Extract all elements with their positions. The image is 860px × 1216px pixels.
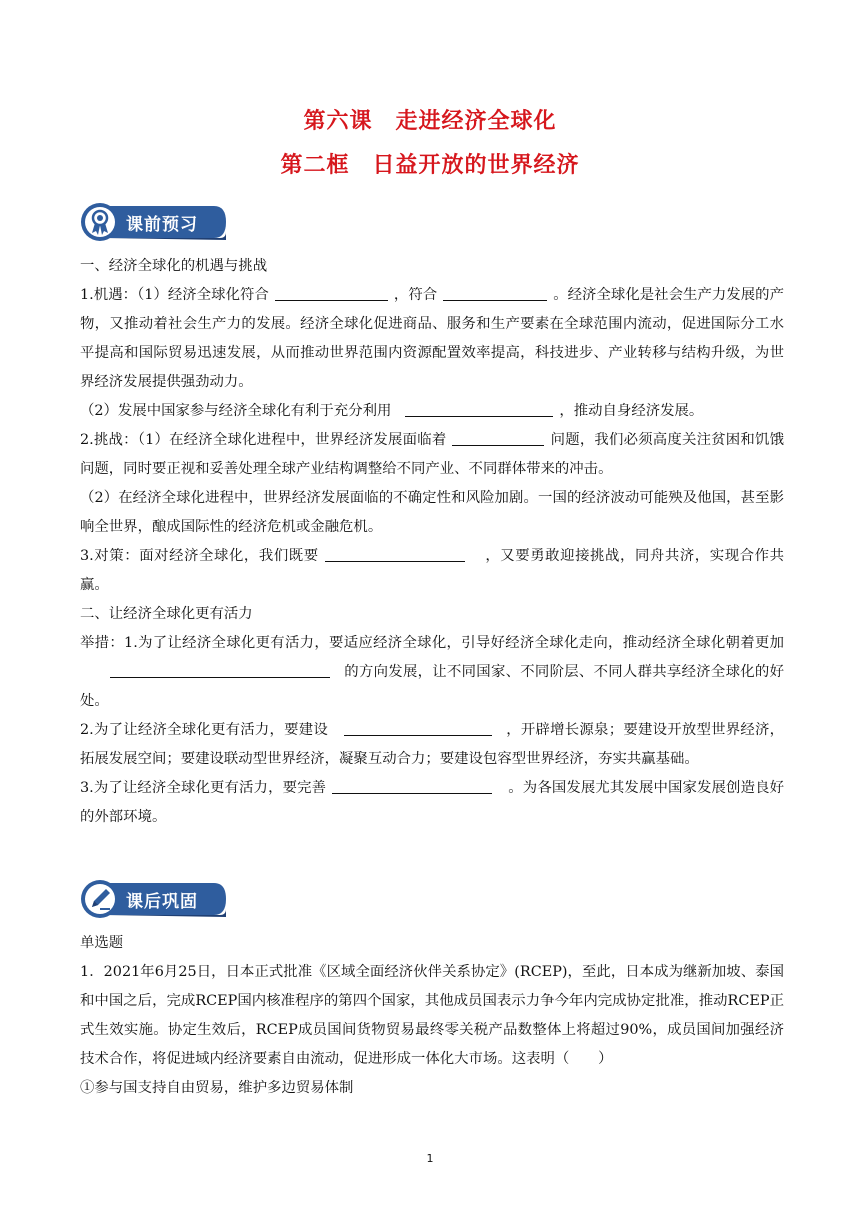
banner-label: 课后巩固 [126,892,198,912]
fill-blank[interactable] [325,545,465,562]
fill-blank[interactable] [443,284,547,301]
review-content [80,929,784,1103]
preview-content [80,252,784,832]
question-stem: 1．2021年6月25日，日本正式批准《区域全面经济伙伴关系协定》(RCEP)，至此，日本成为继新加坡、泰国和中国之后，完成RCEP国内核准程序的第四个国家，其他成员国表示力争今年内完成协定批准，推动RCEP正式生效实施。协定生效后，RCEP成员国间货物贸易最终零关税产品数整体上将超过90%，成员国间加强经济技术合作，将促进域内经济要素自由流动，促进形成一体化大市场。这表明（ ） [80,964,784,1067]
fill-blank[interactable] [405,400,553,417]
fill-blank[interactable] [275,284,388,301]
lesson-title: 第六课 走进经济全球化 [303,109,557,134]
paragraph: （2）在经济全球化进程中，世界经济发展面临的不确定性和风险加剧。一国的经济波动可能殃及他国，甚至影响全世界，酿成国际性的经济危机或金融危机。 [80,490,784,535]
question-option[interactable]: ①参与国支持自由贸易，维护多边贸易体制 [80,1080,354,1096]
paragraph: 3.对策：面对经济全球化，我们既要 ，又要勇敢迎接挑战，同舟共济，实现合作共赢。 [80,542,784,600]
paragraph: 1.机遇：（1）经济全球化符合 ，符合 。经济全球化是社会生产力发展的产物，又推动着社会生产力的发展。经济全球化促进商品、服务和生产要素在全球范围内流动，促进国际分工水平提高和国际贸易迅速发展，从而推动世界范围内资源配置效率提高，科技进步、产业转移与结构升级，为世界经济发展提供强劲动力。 [80,281,784,397]
paragraph: 3.为了让经济全球化更有活力，要完善 。为各国发展尤其发展中国家发展创造良好的外部环境。 [80,774,784,832]
section-heading: 一、经济全球化的机遇与挑战 [80,258,268,274]
banner-label: 课前预习 [126,215,198,235]
paragraph: 2.为了让经济全球化更有活力，要建设 ，开辟增长源泉；要建设开放型世界经济，拓展发展空间；要建设联动型世界经济，凝聚互动合力；要建设包容型世界经济，夯实共赢基础。 [80,716,784,774]
question-type: 单选题 [80,935,124,951]
section-title: 第二框 日益开放的世界经济 [280,153,580,178]
review-banner [80,879,228,919]
fill-blank[interactable] [110,661,330,678]
paragraph: （2）发展中国家参与经济全球化有利于充分利用 ，推动自身经济发展。 [80,397,784,426]
fill-blank[interactable] [332,777,492,794]
fill-blank[interactable] [344,719,492,736]
preview-banner [80,202,228,242]
section-heading: 二、让经济全球化更有活力 [80,606,253,622]
fill-blank[interactable] [452,429,544,446]
page-number: 1 [426,1152,434,1165]
paragraph: 2.挑战：（1）在经济全球化进程中，世界经济发展面临着 问题，我们必须高度关注贫困和饥饿问题，同时要正视和妥善处理全球产业结构调整给不同产业、不同群体带来的冲击。 [80,426,784,484]
paragraph: 举措：1.为了让经济全球化更有活力，要适应经济全球化，引导好经济全球化走向，推动经济全球化朝着更加的方向发展，让不同国家、不同阶层、不同人群共享经济全球化的好处。 [80,635,784,709]
